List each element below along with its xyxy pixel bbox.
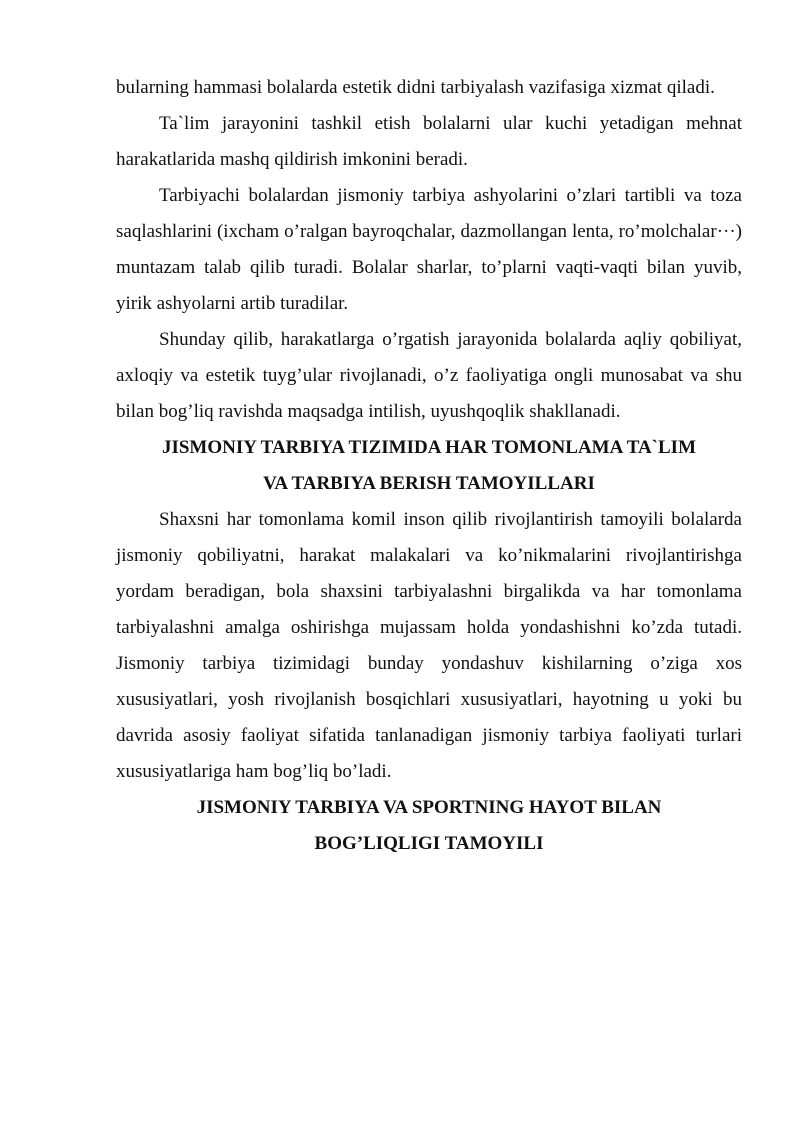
paragraph-talim: Ta`lim jarayonini tashkil etish bolalarni ular kuchi yetadigan mehnat harakatlarida mashq qildirish imkonini beradi.	[116, 113, 742, 170]
paragraph-shaxsni: Shaxsni har tomonlama komil inson qilib rivojlantirish tamoyili bolalarda jismoniy qobiliyatni, harakat malakalari va ko’nikmalarini rivojlantirishga yordam beradigan, bola shaxsini tarbiyalashni birgalikda va har tomonlama tarbiyalashni amalga oshirishga mujassam holda yondashishni ko’zda tutadi. Jismoniy tarbiya tizimidagi bunday yondashuv kishilarning o’ziga xos xususiyatlari, yosh rivojlanish bosqichlari xususiyatlari, hayotning u yoki bu davrida asosiy faoliyat sifatida tanlanadigan jismoniy tarbiya faoliyati turlari xususiyatlariga ham bog’liq bo’ladi.	[116, 509, 742, 782]
document-page	[116, 70, 742, 862]
heading-line-2: VA TARBIYA BERISH TAMOYILLARI	[263, 473, 595, 494]
heading-line-1: JISMONIY TARBIYA TIZIMIDA HAR TOMONLAMA TA`LIM	[161, 437, 697, 458]
heading-line-2: BOG’LIQLIGI TAMOYILI	[314, 833, 544, 854]
paragraph-continuation: bularning hammasi bolalarda estetik didni tarbiyalash vazifasiga xizmat qiladi.	[116, 77, 715, 98]
heading-line-1: JISMONIY TARBIYA VA SPORTNING HAYOT BILAN	[196, 797, 662, 818]
section-heading-hayot	[116, 790, 742, 862]
paragraph-tarbiyachi: Tarbiyachi bolalardan jismoniy tarbiya ashyolarini o’zlari tartibli va toza saqlashlarini (ixcham o’ralgan bayroqchalar, dazmollangan lenta, ro’molchalar···) muntazam talab qilib turadi. Bolalar sharlar, to’plarni vaqti-vaqti bilan yuvib, yirik ashyolarni artib turadilar.	[116, 185, 742, 314]
section-heading-tamoyillar	[116, 430, 742, 502]
paragraph-shunday: Shunday qilib, harakatlarga o’rgatish jarayonida bolalarda aqliy qobiliyat, axloqiy va estetik tuyg’ular rivojlanadi, o’z faoliyatiga ongli munosabat va shu bilan bog’liq ravishda maqsadga intilish, uyushqoqlik shakllanadi.	[116, 329, 742, 422]
